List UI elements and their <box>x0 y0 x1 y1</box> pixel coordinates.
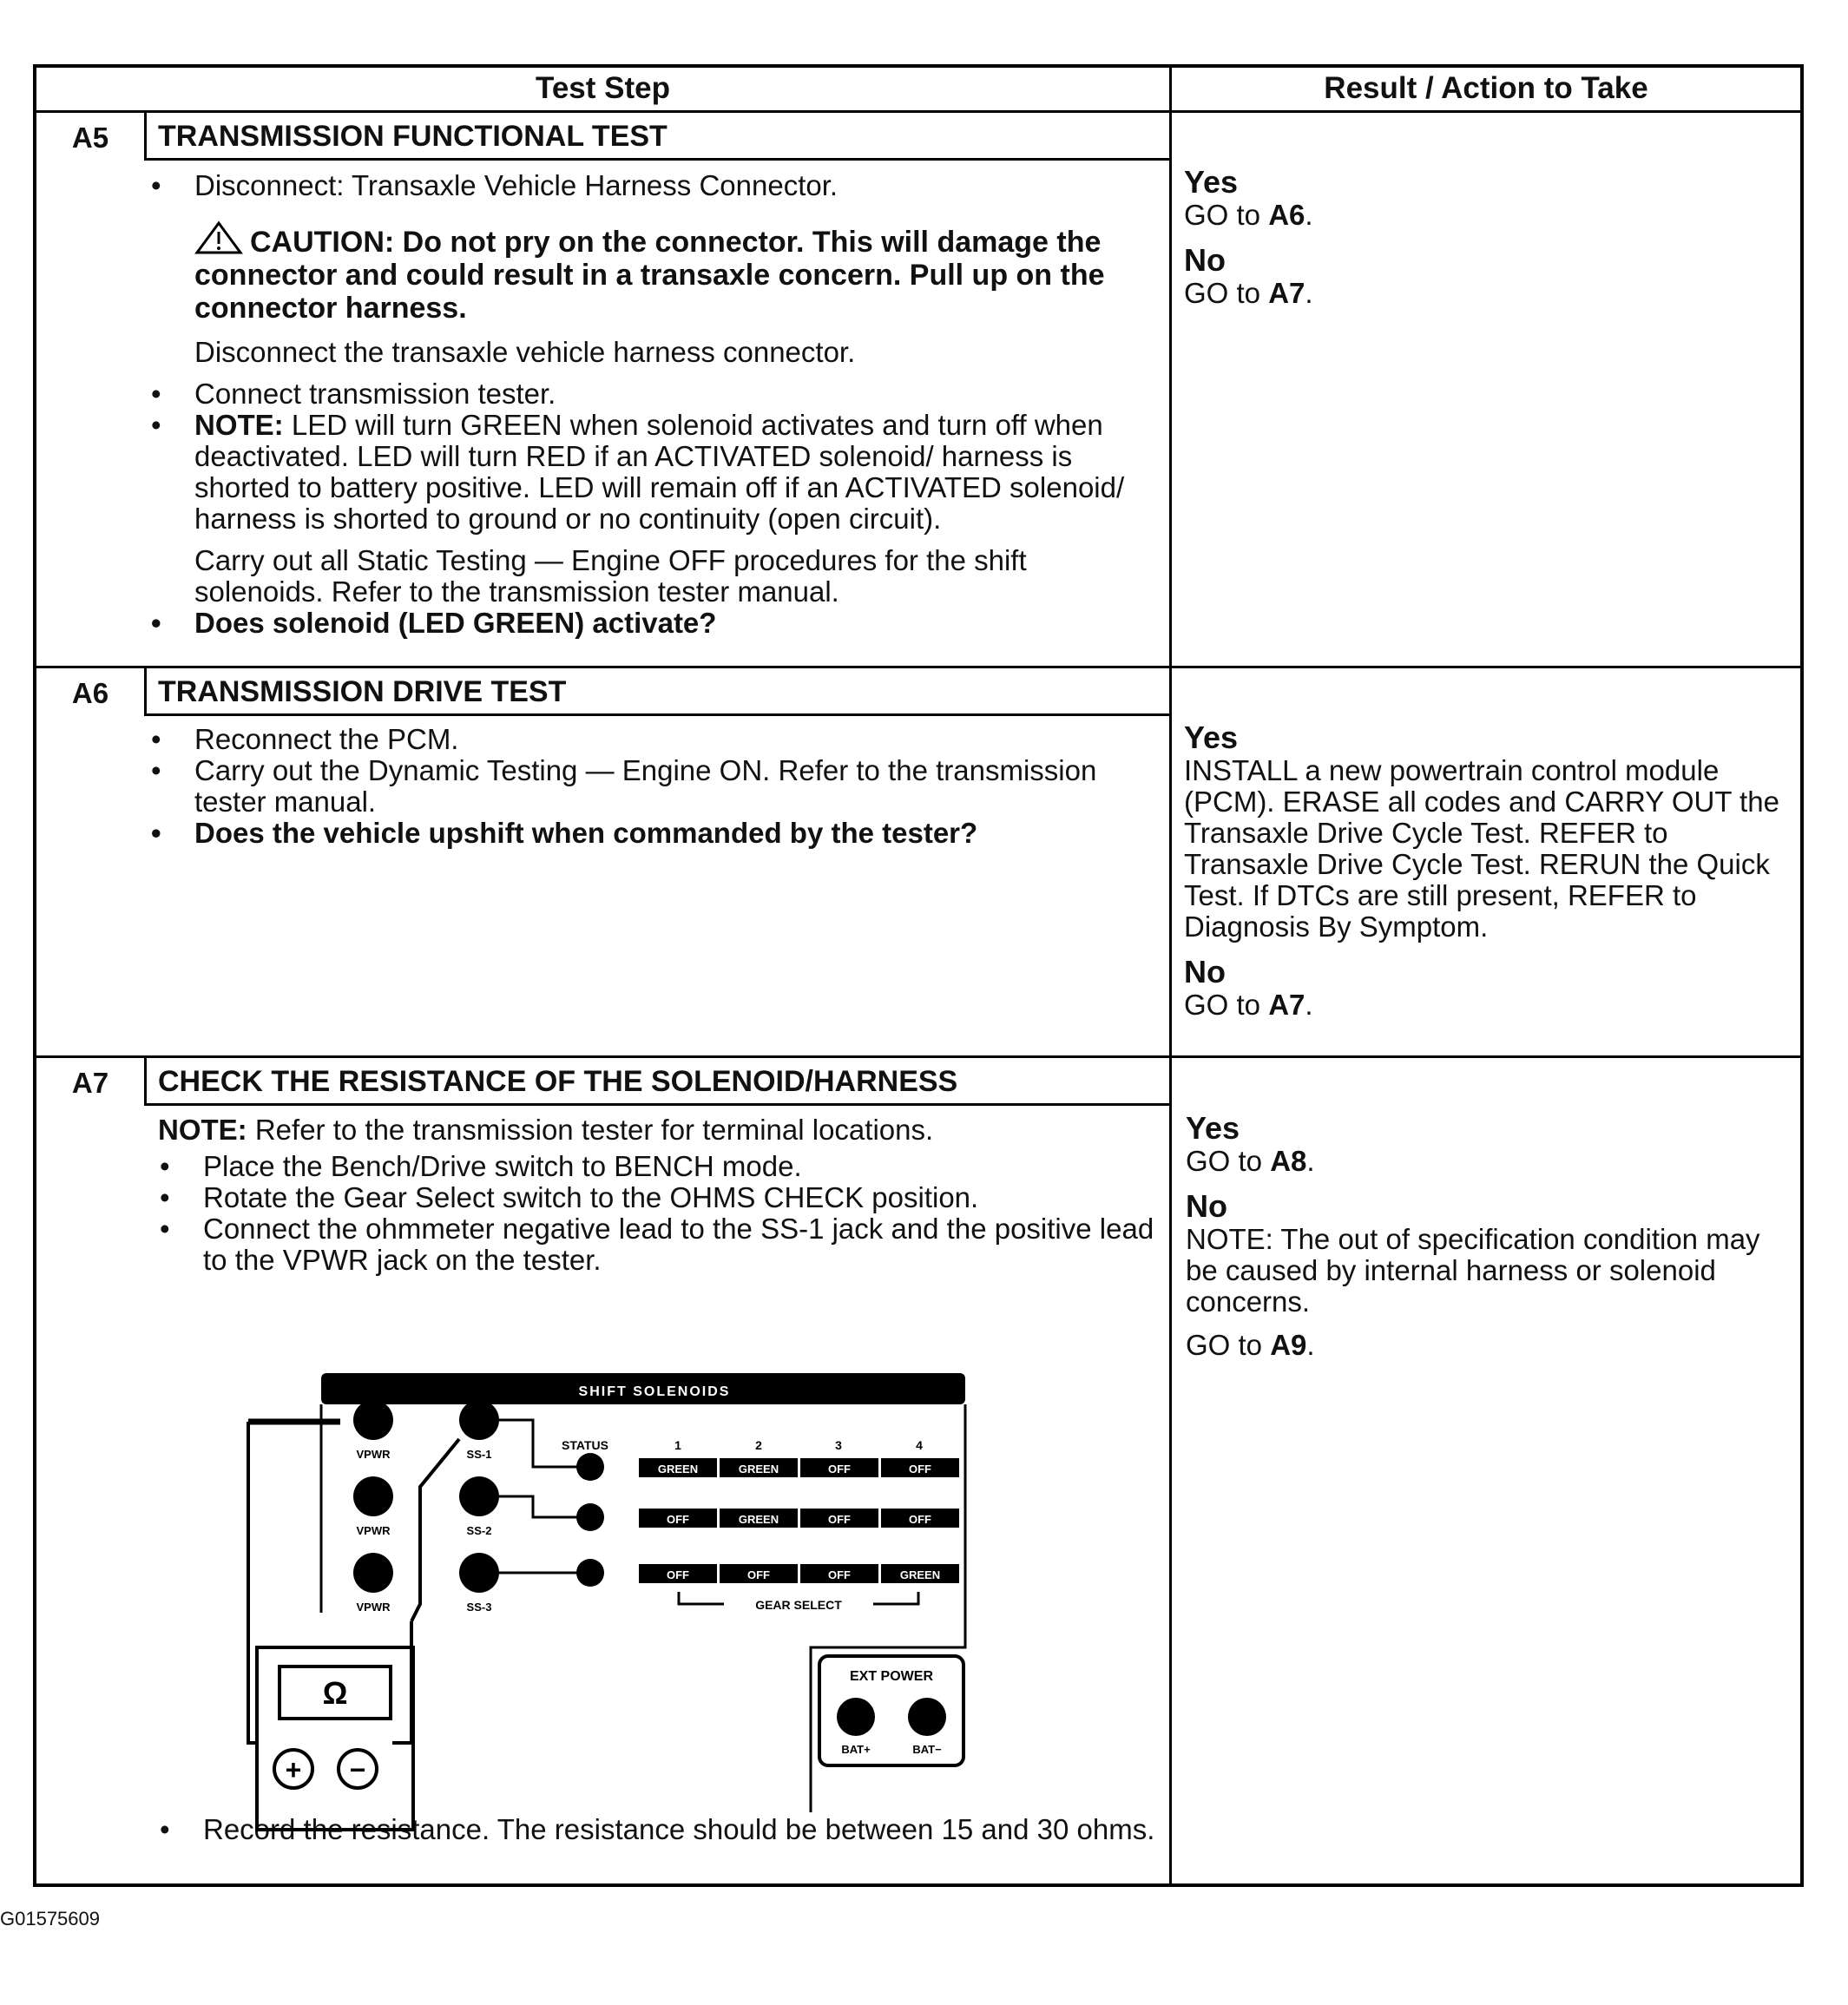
vpwr-jack-2 <box>353 1476 393 1516</box>
figure-id: G01575609 <box>0 1908 100 1929</box>
ext-power-label: EXT POWER <box>849 1669 934 1684</box>
gear-cell-text: GREEN <box>738 1463 779 1476</box>
positive-symbol: + <box>285 1754 302 1785</box>
result-yes-label: Yes <box>1186 1110 1240 1146</box>
vpwr-label-1: VPWR <box>356 1448 391 1461</box>
warning-triangle-icon <box>194 220 243 255</box>
disconnect-text: Disconnect the transaxle vehicle harness connector. <box>194 336 856 368</box>
caution-block: CAUTION: Do not pry on the connector. This will damage the connector and could result in a transaxle concern. Pull up on the connector harness. <box>149 220 1156 325</box>
gear-select-label: GEAR SELECT <box>755 1598 842 1612</box>
ss1-jack <box>459 1400 499 1440</box>
status-led-1 <box>576 1453 604 1481</box>
gear-cell-text: OFF <box>667 1568 689 1581</box>
step-body-a7 <box>158 1114 1156 1286</box>
code-divider-a6 <box>144 668 147 713</box>
carry-out-text: Carry out all Static Testing — Engine OFF procedures for the shift solenoids. Refer to the transmission tester manual. <box>194 544 1027 608</box>
ss2-jack <box>459 1476 499 1516</box>
bat-negative-jack <box>908 1698 946 1736</box>
gear-num-1: 1 <box>674 1438 681 1452</box>
code-divider-a7 <box>144 1058 147 1103</box>
vpwr-jack-3 <box>353 1553 393 1593</box>
gear-cell-text: GREEN <box>899 1568 941 1581</box>
gear-cell-text: OFF <box>747 1568 770 1581</box>
ss3-label: SS-3 <box>466 1601 492 1614</box>
step-body-a5 <box>149 170 1156 649</box>
a6-row-bottom <box>36 1055 1800 1058</box>
bat-negative-label: BAT− <box>912 1743 942 1756</box>
vpwr-jack-1 <box>353 1400 393 1440</box>
result-yes-label: Yes <box>1184 164 1239 200</box>
step-body-a6 <box>149 724 1156 859</box>
list-item: • Does the vehicle upshift when commanded by the tester? <box>151 817 978 849</box>
ss2-label: SS-2 <box>466 1524 492 1537</box>
step-title-a5: TRANSMISSION FUNCTIONAL TEST <box>158 120 668 153</box>
bat-positive-jack <box>837 1698 875 1736</box>
gear-cell-text: OFF <box>667 1513 689 1526</box>
gear-num-3: 3 <box>835 1438 842 1452</box>
result-yes-action: INSTALL a new powertrain control module (PCM). ERASE all codes and CARRY OUT the Transaxle Drive Cycle Test. REFER to Transaxle Drive Cycle Test. RERUN the Quick Test. If DTCs are still present, REFER to Diagnosis By Symptom. <box>1184 754 1779 943</box>
result-no-label: No <box>1184 242 1226 278</box>
result-no-goto: GO to A9. <box>1186 1329 1315 1361</box>
gear-row-1 <box>639 1458 959 1477</box>
status-label: STATUS <box>562 1438 608 1452</box>
result-a6 <box>1184 720 1792 1033</box>
list-item: • Reconnect the PCM. <box>151 723 459 755</box>
result-no-action: GO to A7. <box>1184 989 1313 1021</box>
result-no-label: No <box>1186 1188 1227 1224</box>
gear-cell-text: GREEN <box>657 1463 699 1476</box>
result-no-action: NOTE: The out of specification condition may be caused by internal harness or solenoid concerns. <box>1186 1223 1760 1318</box>
note-text: NOTE: Refer to the transmission tester for terminal locations. <box>158 1114 934 1146</box>
header-underline <box>36 110 1800 113</box>
a7-title-underline <box>144 1103 1169 1106</box>
result-no-action: GO to A7. <box>1184 277 1313 309</box>
a5-title-underline <box>144 158 1169 161</box>
list-item: • Connect transmission tester. <box>151 378 556 410</box>
list-item: • Record the resistance. The resistance should be between 15 and 30 ohms. <box>160 1813 1155 1845</box>
list-item: • Carry out the Dynamic Testing — Engine ON. Refer to the transmission tester manual. <box>151 754 1097 818</box>
step-code-a6: A6 <box>71 677 109 709</box>
list-item: • Place the Bench/Drive switch to BENCH mode. <box>160 1150 802 1182</box>
gear-row-2 <box>639 1509 959 1528</box>
step-code-a7: A7 <box>71 1067 109 1099</box>
result-yes-label: Yes <box>1184 720 1239 755</box>
gear-num-4: 4 <box>916 1438 923 1452</box>
vpwr-label-3: VPWR <box>356 1601 391 1614</box>
header-result-action: Result / Action to Take <box>1324 71 1648 105</box>
list-item: • Rotate the Gear Select switch to the OHMS CHECK position. <box>160 1181 979 1213</box>
result-a7 <box>1186 1111 1793 1373</box>
diagnostic-table <box>33 64 1804 1887</box>
column-divider <box>1169 68 1172 1883</box>
status-led-2 <box>576 1503 604 1531</box>
ss3-jack <box>459 1553 499 1593</box>
a5-row-bottom <box>36 666 1800 668</box>
ohm-symbol: Ω <box>322 1675 348 1711</box>
gear-num-2: 2 <box>755 1438 762 1452</box>
gear-cell-text: OFF <box>909 1513 931 1526</box>
result-a5 <box>1184 165 1792 321</box>
result-no-label: No <box>1184 954 1226 989</box>
gear-row-3 <box>639 1564 959 1583</box>
gear-cell-text: OFF <box>909 1463 931 1476</box>
bat-positive-label: BAT+ <box>841 1743 871 1756</box>
gear-cell-text: OFF <box>828 1513 851 1526</box>
gear-cell-text: OFF <box>828 1568 851 1581</box>
step-code-a5: A5 <box>71 122 109 154</box>
list-item: • Disconnect: Transaxle Vehicle Harness Connector. <box>151 169 839 201</box>
list-item: • Connect the ohmmeter negative lead to the SS-1 jack and the positive lead to the VPWR jack on the tester. <box>160 1213 1154 1276</box>
banner-label: SHIFT SOLENOIDS <box>578 1384 731 1399</box>
step-title-a6: TRANSMISSION DRIVE TEST <box>158 675 567 708</box>
vpwr-label-2: VPWR <box>356 1524 391 1537</box>
code-divider-a5 <box>144 113 147 158</box>
header-test-step: Test Step <box>536 71 670 105</box>
ss1-label: SS-1 <box>466 1448 492 1461</box>
result-yes-action: GO to A6. <box>1184 199 1313 231</box>
tester-diagram <box>238 1370 970 1838</box>
gear-cell-text: OFF <box>828 1463 851 1476</box>
step-title-a7: CHECK THE RESISTANCE OF THE SOLENOID/HARNESS <box>158 1065 958 1098</box>
list-item: • Does solenoid (LED GREEN) activate? <box>151 607 717 639</box>
gear-cell-text: GREEN <box>738 1513 779 1526</box>
negative-symbol: − <box>349 1754 366 1785</box>
a6-title-underline <box>144 713 1169 716</box>
list-item: • NOTE: LED will turn GREEN when solenoid activates and turn off when deactivated. LED will turn RED if an ACTIVATED solenoid/ harness is shorted to battery positive. LED will remain off if an ACTIVATED solenoid/ harness is shorted to ground or no continuity (open circuit). <box>151 409 1125 535</box>
status-led-3 <box>576 1559 604 1587</box>
result-yes-action: GO to A8. <box>1186 1145 1315 1177</box>
